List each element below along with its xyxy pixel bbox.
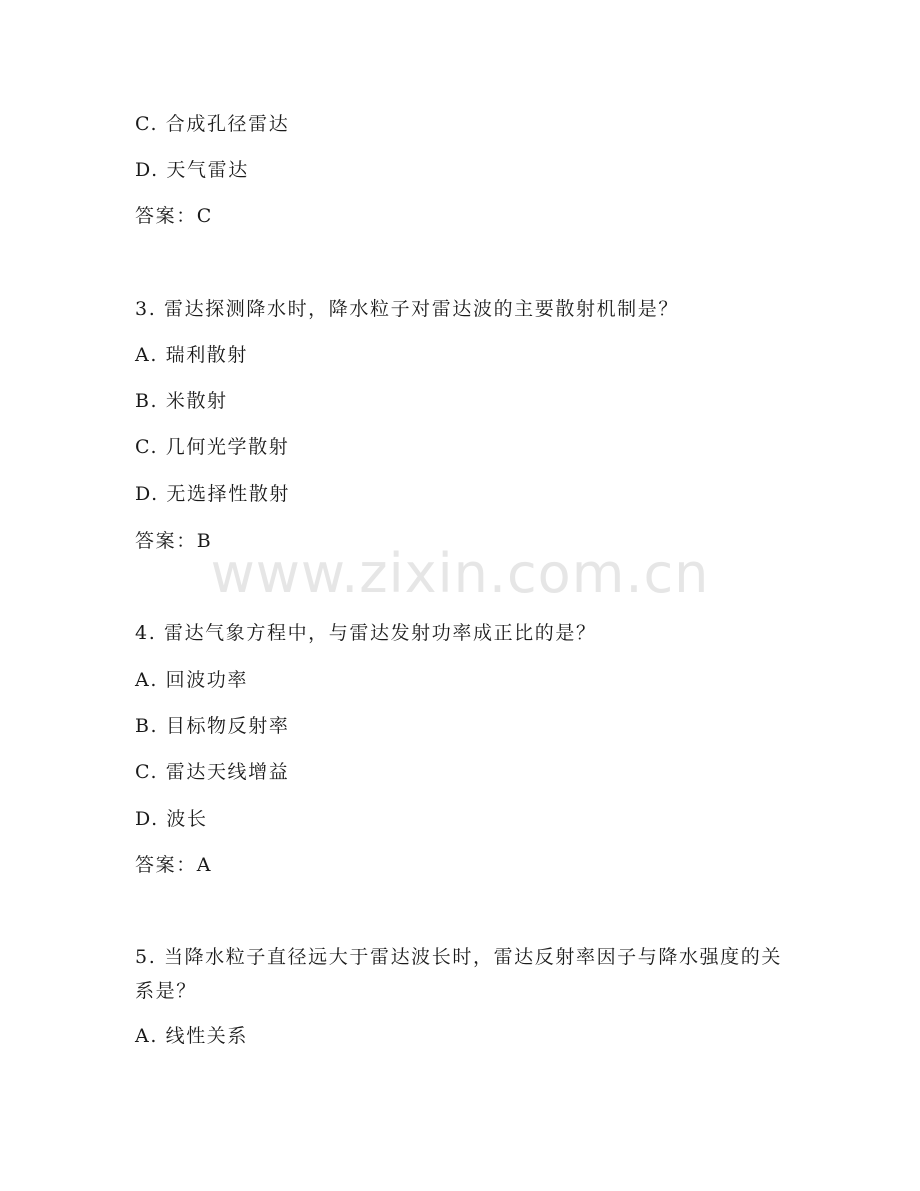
option-a-q4: A. 回波功率: [135, 669, 249, 691]
question-5: 5. 当降水粒子直径远大于雷达波长时，雷达反射率因子与降水强度的关系是？: [135, 946, 782, 1002]
option-b-q4: B. 目标物反射率: [135, 715, 290, 737]
option-c-q4: C. 雷达天线增益: [135, 761, 290, 783]
answer-q2: 答案：C: [135, 205, 213, 227]
question-3: 3. 雷达探测降水时，降水粒子对雷达波的主要散射机制是？: [135, 298, 679, 320]
option-d-q4: D. 波长: [135, 808, 208, 830]
option-b-q3: B. 米散射: [135, 390, 228, 412]
option-c-q3: C. 几何光学散射: [135, 436, 290, 458]
option-d-q3: D. 无选择性散射: [135, 483, 291, 505]
answer-q3: 答案：B: [135, 530, 213, 552]
watermark: www.zixin.com.cn: [210, 542, 710, 605]
option-c-q2: C. 合成孔径雷达: [135, 113, 290, 135]
answer-q4: 答案：A: [135, 854, 213, 876]
option-d-q2: D. 天气雷达: [135, 159, 249, 181]
option-a-q5: A. 线性关系: [135, 1025, 249, 1047]
option-a-q3: A. 瑞利散射: [135, 344, 249, 366]
question-4: 4. 雷达气象方程中，与雷达发射功率成正比的是？: [135, 622, 597, 644]
